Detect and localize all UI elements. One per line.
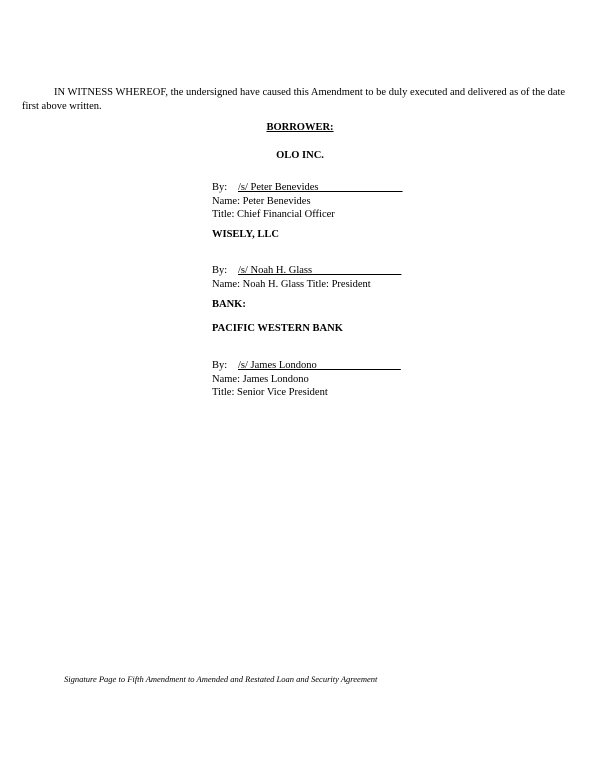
bank-signer-name: Name: James Londono (212, 373, 309, 385)
wisely-by-line (212, 264, 401, 278)
signature-line: _________________ (312, 265, 402, 276)
wisely-company-name: WISELY, LLC (212, 229, 279, 240)
borrower-signature (238, 182, 402, 193)
signature-line: ________________ (316, 360, 401, 371)
wisely-signature-block (212, 264, 401, 291)
bank-signature-block (212, 359, 401, 400)
bank-company-name: PACIFIC WESTERN BANK (212, 323, 343, 334)
by-label: By: (212, 265, 228, 276)
borrower-signer-title: Title: Chief Financial Officer (212, 209, 335, 221)
signature-line: ________________ (318, 182, 403, 193)
bank-by-line (212, 359, 401, 373)
borrower-heading: BORROWER: (266, 122, 334, 133)
by-label: By: (212, 182, 228, 193)
witness-paragraph (22, 86, 578, 113)
bank-signature (238, 360, 401, 371)
bank-signer-title: Title: Senior Vice President (212, 387, 328, 399)
wisely-signer-name-title: Name: Noah H. Glass Title: President (212, 278, 371, 290)
borrower-signer-name: Name: Peter Benevides (212, 195, 311, 207)
page-footer: Signature Page to Fifth Amendment to Amended and Restated Loan and Security Agreement (64, 674, 378, 684)
borrower-signature-text: /s/ Peter Benevides (238, 182, 319, 193)
by-label: By: (212, 360, 228, 371)
witness-text: IN WITNESS WHEREOF, the undersigned have caused this Amendment to be duly executed and delivered as of the date first above written. (22, 87, 566, 112)
borrower-signature-block (212, 181, 402, 222)
bank-heading: BANK: (212, 299, 246, 310)
borrower-by-line (212, 181, 402, 195)
wisely-signature (238, 265, 401, 276)
borrower-company-name: OLO INC. (276, 150, 324, 161)
bank-signature-text: /s/ James Londono (238, 360, 317, 371)
wisely-signature-text: /s/ Noah H. Glass (238, 265, 313, 276)
